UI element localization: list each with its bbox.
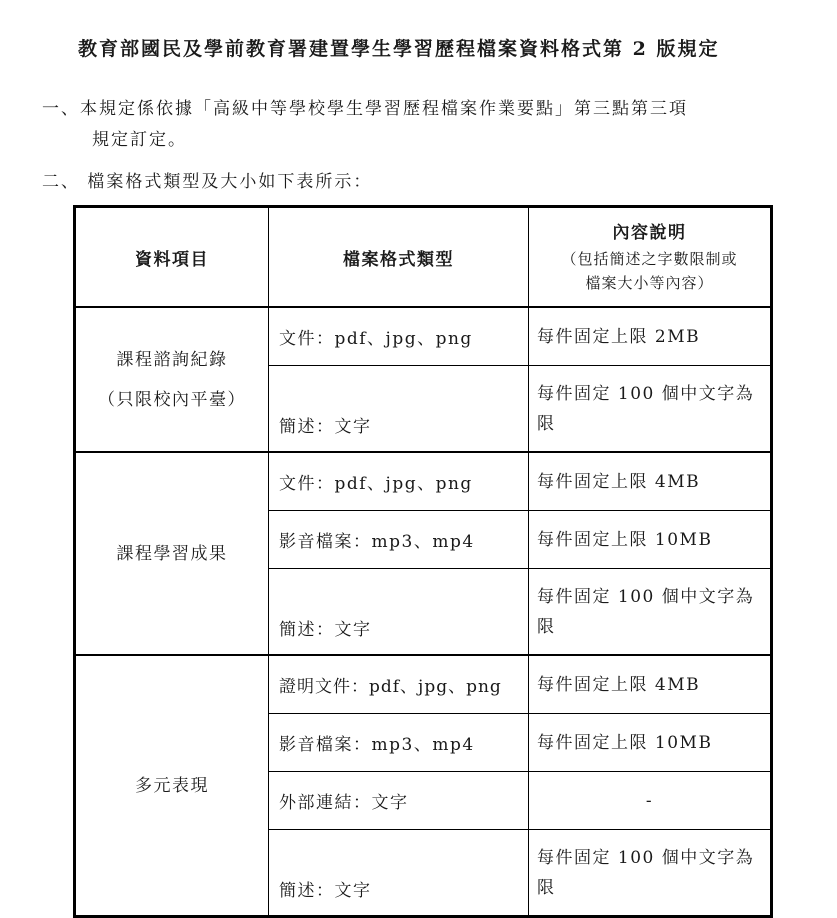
limit-cell: 每件固定 100 個中文字為限 [529,366,772,453]
limit-cell: 每件固定 100 個中文字為限 [529,569,772,656]
limit-cell: 每件固定 100 個中文字為限 [529,830,772,917]
paragraph-2: 二、 檔案格式類型及大小如下表所示： [42,172,373,192]
header-description-title: 內容說明 [612,223,687,243]
header-description-sub-1: （包括簡述之字數限制或 [561,250,738,268]
format-cell: 文件：pdf、jpg、png [269,307,529,366]
table-row [75,452,772,511]
file-format-table [73,205,773,918]
item-cell-diverse-performance: 多元表現 [75,655,269,917]
header-description-sub-2: 檔案大小等內容） [585,274,714,292]
item-label: 課程諮詢紀錄 [116,349,228,370]
document-title: 教育部國民及學前教育署建置學生學習歷程檔案資料格式第 2 版規定 [78,38,720,60]
table-row [75,307,772,366]
limit-cell: - [529,772,772,830]
header-item: 資料項目 [75,207,269,308]
format-cell: 外部連結：文字 [269,772,529,830]
header-description [529,207,772,308]
format-cell: 簡述：文字 [269,830,529,917]
paragraph-1-line-2: 規定訂定。 [92,130,187,150]
item-note: （只限校內平臺） [98,389,246,410]
format-cell: 文件：pdf、jpg、png [269,452,529,511]
format-cell: 證明文件：pdf、jpg、png [269,655,529,714]
paragraph-1-line-1: 一、本規定係依據「高級中等學校學生學習歷程檔案作業要點」第三點第三項 [42,99,688,119]
format-cell: 影音檔案：mp3、mp4 [269,511,529,569]
format-cell: 簡述：文字 [269,366,529,453]
limit-cell: 每件固定上限 10MB [529,511,772,569]
limit-cell: 每件固定上限 2MB [529,307,772,366]
item-cell-course-learning-results: 課程學習成果 [75,452,269,655]
limit-cell: 每件固定上限 4MB [529,452,772,511]
table-row [75,655,772,714]
header-format: 檔案格式類型 [269,207,529,308]
item-cell-course-consultation [75,307,269,452]
limit-cell: 每件固定上限 4MB [529,655,772,714]
limit-cell: 每件固定上限 10MB [529,714,772,772]
format-cell: 影音檔案：mp3、mp4 [269,714,529,772]
format-cell: 簡述：文字 [269,569,529,656]
